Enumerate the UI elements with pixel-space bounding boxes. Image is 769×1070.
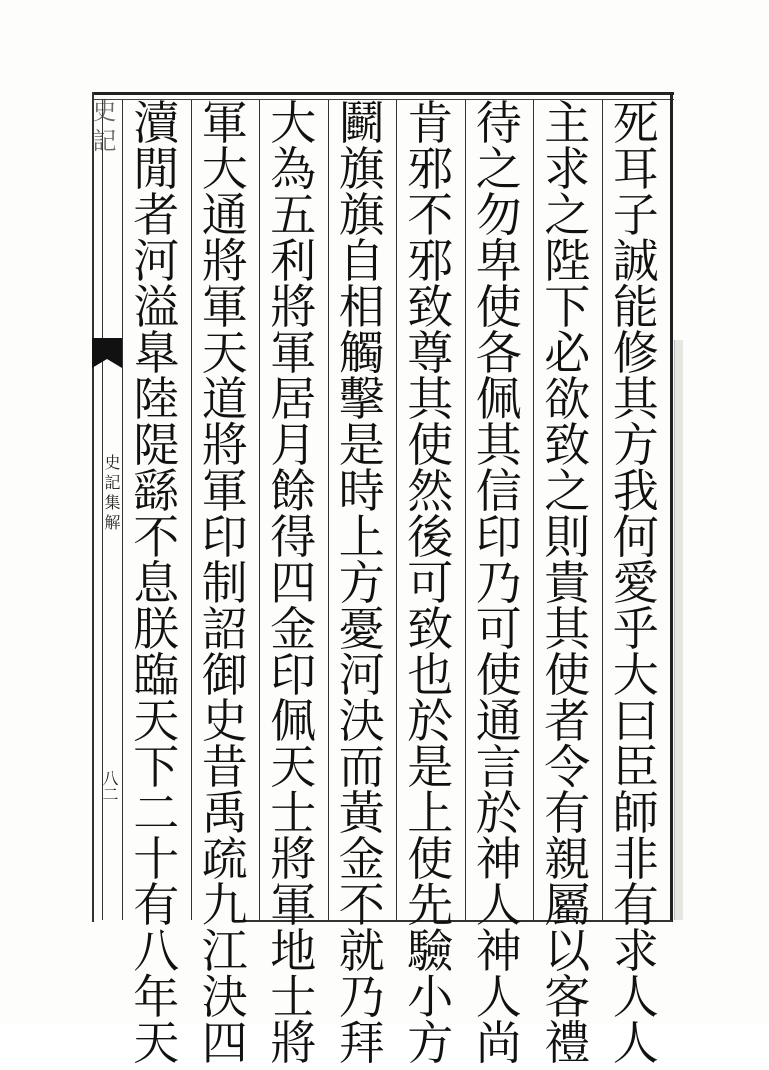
text-char: 子 bbox=[612, 188, 659, 242]
frame-left-border bbox=[92, 92, 94, 922]
text-char: 則 bbox=[544, 510, 591, 564]
text-char: 客 bbox=[544, 970, 591, 1024]
text-column bbox=[466, 96, 533, 1070]
text-char: 師 bbox=[612, 786, 659, 840]
text-char: 溢 bbox=[133, 280, 180, 334]
text-char: 河 bbox=[133, 234, 180, 288]
text-char: 旗 bbox=[338, 188, 385, 242]
text-char: 能 bbox=[612, 280, 659, 334]
text-char: 禹 bbox=[201, 786, 248, 840]
text-char: 朕 bbox=[133, 602, 180, 656]
column-divider bbox=[602, 100, 603, 920]
text-char: 疏 bbox=[201, 832, 248, 886]
column-divider bbox=[122, 100, 123, 920]
text-char: 主 bbox=[544, 96, 591, 150]
text-char: 五 bbox=[270, 188, 317, 242]
text-char: 之 bbox=[544, 464, 591, 518]
text-char: 先 bbox=[407, 878, 454, 932]
page-edge bbox=[674, 340, 683, 920]
text-char: 使 bbox=[475, 280, 522, 334]
text-char: 於 bbox=[475, 786, 522, 840]
text-char: 而 bbox=[338, 740, 385, 794]
text-char: 地 bbox=[270, 924, 317, 978]
text-char: 詔 bbox=[201, 602, 248, 656]
text-char: 道 bbox=[201, 372, 248, 426]
text-char: 肯 bbox=[407, 96, 454, 150]
text-char: 自 bbox=[338, 234, 385, 288]
text-char: 決 bbox=[201, 970, 248, 1024]
text-char: 金 bbox=[270, 602, 317, 656]
text-char: 為 bbox=[270, 142, 317, 196]
text-char: 瀆 bbox=[133, 96, 180, 150]
text-char: 者 bbox=[133, 188, 180, 242]
text-char: 其 bbox=[475, 418, 522, 472]
text-char: 必 bbox=[544, 326, 591, 380]
text-char: 可 bbox=[475, 602, 522, 656]
text-char: 四 bbox=[201, 1016, 248, 1070]
text-char: 後 bbox=[407, 510, 454, 564]
text-char: 者 bbox=[544, 694, 591, 748]
text-char: 各 bbox=[475, 326, 522, 380]
text-char: 禮 bbox=[544, 1016, 591, 1070]
column-divider bbox=[396, 100, 397, 920]
text-char: 信 bbox=[475, 464, 522, 518]
text-char: 月 bbox=[270, 418, 317, 472]
text-char: 印 bbox=[201, 510, 248, 564]
text-char: 旗 bbox=[338, 142, 385, 196]
text-char: 將 bbox=[201, 234, 248, 288]
text-char: 上 bbox=[338, 510, 385, 564]
text-char: 致 bbox=[544, 418, 591, 472]
text-char: 誠 bbox=[612, 234, 659, 288]
text-char: 上 bbox=[407, 786, 454, 840]
frame-top-border bbox=[92, 92, 674, 95]
text-column bbox=[123, 96, 190, 1070]
text-char: 軍 bbox=[201, 464, 248, 518]
text-char: 使 bbox=[475, 648, 522, 702]
text-char: 使 bbox=[544, 648, 591, 702]
text-char: 擊 bbox=[338, 372, 385, 426]
text-char: 大 bbox=[612, 648, 659, 702]
text-char: 乃 bbox=[475, 556, 522, 610]
text-char: 屬 bbox=[544, 878, 591, 932]
text-char: 之 bbox=[475, 142, 522, 196]
text-char: 拜 bbox=[338, 1016, 385, 1070]
text-char: 於 bbox=[407, 694, 454, 748]
fishtail-mark bbox=[92, 338, 122, 368]
text-char: 乎 bbox=[612, 602, 659, 656]
text-char: 金 bbox=[338, 832, 385, 886]
text-char: 下 bbox=[133, 740, 180, 794]
text-char: 人 bbox=[612, 1016, 659, 1070]
text-char: 有 bbox=[612, 878, 659, 932]
text-char: 四 bbox=[270, 556, 317, 610]
text-char: 不 bbox=[338, 878, 385, 932]
text-char: 十 bbox=[133, 832, 180, 886]
text-char: 佩 bbox=[475, 372, 522, 426]
text-char: 神 bbox=[475, 832, 522, 886]
text-column bbox=[260, 96, 327, 1070]
text-char: 方 bbox=[407, 1016, 454, 1070]
text-char: 尊 bbox=[407, 326, 454, 380]
text-char: 使 bbox=[407, 418, 454, 472]
text-char: 人 bbox=[612, 970, 659, 1024]
text-char: 印 bbox=[270, 648, 317, 702]
text-char: 有 bbox=[544, 786, 591, 840]
text-char: 士 bbox=[270, 970, 317, 1024]
text-char: 天 bbox=[201, 326, 248, 380]
text-char: 尚 bbox=[475, 1016, 522, 1070]
text-char: 小 bbox=[407, 970, 454, 1024]
text-char: 致 bbox=[407, 280, 454, 334]
text-char: 修 bbox=[612, 326, 659, 380]
text-char: 天 bbox=[133, 1016, 180, 1070]
text-char: 不 bbox=[407, 188, 454, 242]
text-char: 鬬 bbox=[338, 96, 385, 150]
text-char: 御 bbox=[201, 648, 248, 702]
text-column bbox=[534, 96, 601, 1070]
text-char: 九 bbox=[201, 878, 248, 932]
text-char: 邪 bbox=[407, 234, 454, 288]
text-char: 陸 bbox=[133, 372, 180, 426]
text-char: 利 bbox=[270, 234, 317, 288]
text-char: 其 bbox=[407, 372, 454, 426]
text-char: 時 bbox=[338, 464, 385, 518]
text-char: 方 bbox=[338, 556, 385, 610]
text-char: 八 bbox=[133, 924, 180, 978]
text-char: 閒 bbox=[133, 142, 180, 196]
text-char: 欲 bbox=[544, 372, 591, 426]
text-char: 親 bbox=[544, 832, 591, 886]
text-char: 軍 bbox=[201, 96, 248, 150]
text-char: 餘 bbox=[270, 464, 317, 518]
text-char: 非 bbox=[612, 832, 659, 886]
text-char: 邪 bbox=[407, 142, 454, 196]
text-char: 大 bbox=[270, 96, 317, 150]
text-char: 致 bbox=[407, 602, 454, 656]
text-char: 乃 bbox=[338, 970, 385, 1024]
text-char: 觸 bbox=[338, 326, 385, 380]
text-char: 其 bbox=[544, 602, 591, 656]
text-char: 軍 bbox=[270, 878, 317, 932]
text-char: 耳 bbox=[612, 142, 659, 196]
text-char: 臨 bbox=[133, 648, 180, 702]
column-divider bbox=[465, 100, 466, 920]
text-char: 隄 bbox=[133, 418, 180, 472]
column-divider bbox=[259, 100, 260, 920]
text-char: 臯 bbox=[133, 326, 180, 380]
text-char: 言 bbox=[475, 740, 522, 794]
text-char: 不 bbox=[133, 510, 180, 564]
text-char: 人 bbox=[475, 878, 522, 932]
text-char: 何 bbox=[612, 510, 659, 564]
text-char: 貴 bbox=[544, 556, 591, 610]
frame-right-border bbox=[670, 92, 673, 922]
text-char: 將 bbox=[270, 832, 317, 886]
text-char: 下 bbox=[544, 280, 591, 334]
text-char: 使 bbox=[407, 832, 454, 886]
gutter-title: 史記 bbox=[88, 98, 116, 158]
text-char: 卑 bbox=[475, 234, 522, 288]
text-char: 之 bbox=[544, 188, 591, 242]
text-char: 黃 bbox=[338, 786, 385, 840]
text-char: 決 bbox=[338, 694, 385, 748]
text-char: 河 bbox=[338, 648, 385, 702]
gutter-page-number: 八二 bbox=[100, 770, 119, 802]
text-char: 令 bbox=[544, 740, 591, 794]
text-char: 也 bbox=[407, 648, 454, 702]
text-char: 求 bbox=[544, 142, 591, 196]
text-char: 得 bbox=[270, 510, 317, 564]
text-char: 年 bbox=[133, 970, 180, 1024]
column-divider bbox=[191, 100, 192, 920]
text-char: 二 bbox=[133, 786, 180, 840]
text-char: 可 bbox=[407, 556, 454, 610]
text-char: 是 bbox=[338, 418, 385, 472]
text-char: 臣 bbox=[612, 740, 659, 794]
text-char: 息 bbox=[133, 556, 180, 610]
text-char: 天 bbox=[270, 740, 317, 794]
text-char: 其 bbox=[612, 372, 659, 426]
text-char: 軍 bbox=[201, 280, 248, 334]
text-char: 江 bbox=[201, 924, 248, 978]
text-char: 制 bbox=[201, 556, 248, 610]
text-char: 就 bbox=[338, 924, 385, 978]
text-char: 方 bbox=[612, 418, 659, 472]
text-char: 昔 bbox=[201, 740, 248, 794]
text-char: 相 bbox=[338, 280, 385, 334]
text-char: 通 bbox=[475, 694, 522, 748]
text-char: 佩 bbox=[270, 694, 317, 748]
text-char: 史 bbox=[201, 694, 248, 748]
text-char: 愛 bbox=[612, 556, 659, 610]
text-column bbox=[192, 96, 259, 1070]
text-char: 我 bbox=[612, 464, 659, 518]
text-char: 有 bbox=[133, 878, 180, 932]
text-char: 勿 bbox=[475, 188, 522, 242]
text-char: 將 bbox=[201, 418, 248, 472]
text-char: 通 bbox=[201, 188, 248, 242]
text-char: 求 bbox=[612, 924, 659, 978]
text-char: 死 bbox=[612, 96, 659, 150]
text-char: 士 bbox=[270, 786, 317, 840]
text-char: 然 bbox=[407, 464, 454, 518]
text-char: 以 bbox=[544, 924, 591, 978]
text-char: 是 bbox=[407, 740, 454, 794]
text-char: 待 bbox=[475, 96, 522, 150]
text-char: 曰 bbox=[612, 694, 659, 748]
text-char: 天 bbox=[133, 694, 180, 748]
text-char: 神 bbox=[475, 924, 522, 978]
column-divider bbox=[328, 100, 329, 920]
gutter-book-title: 史記集解 bbox=[102, 454, 121, 534]
text-column bbox=[397, 96, 464, 1070]
text-char: 軍 bbox=[270, 326, 317, 380]
text-char: 印 bbox=[475, 510, 522, 564]
text-char: 憂 bbox=[338, 602, 385, 656]
text-column bbox=[329, 96, 396, 1070]
text-char: 居 bbox=[270, 372, 317, 426]
text-char: 大 bbox=[201, 142, 248, 196]
text-char: 人 bbox=[475, 970, 522, 1024]
text-char: 繇 bbox=[133, 464, 180, 518]
text-char: 陛 bbox=[544, 234, 591, 288]
text-column bbox=[603, 96, 670, 1070]
text-char: 驗 bbox=[407, 924, 454, 978]
column-divider bbox=[533, 100, 534, 920]
text-char: 將 bbox=[270, 1016, 317, 1070]
text-char: 將 bbox=[270, 280, 317, 334]
